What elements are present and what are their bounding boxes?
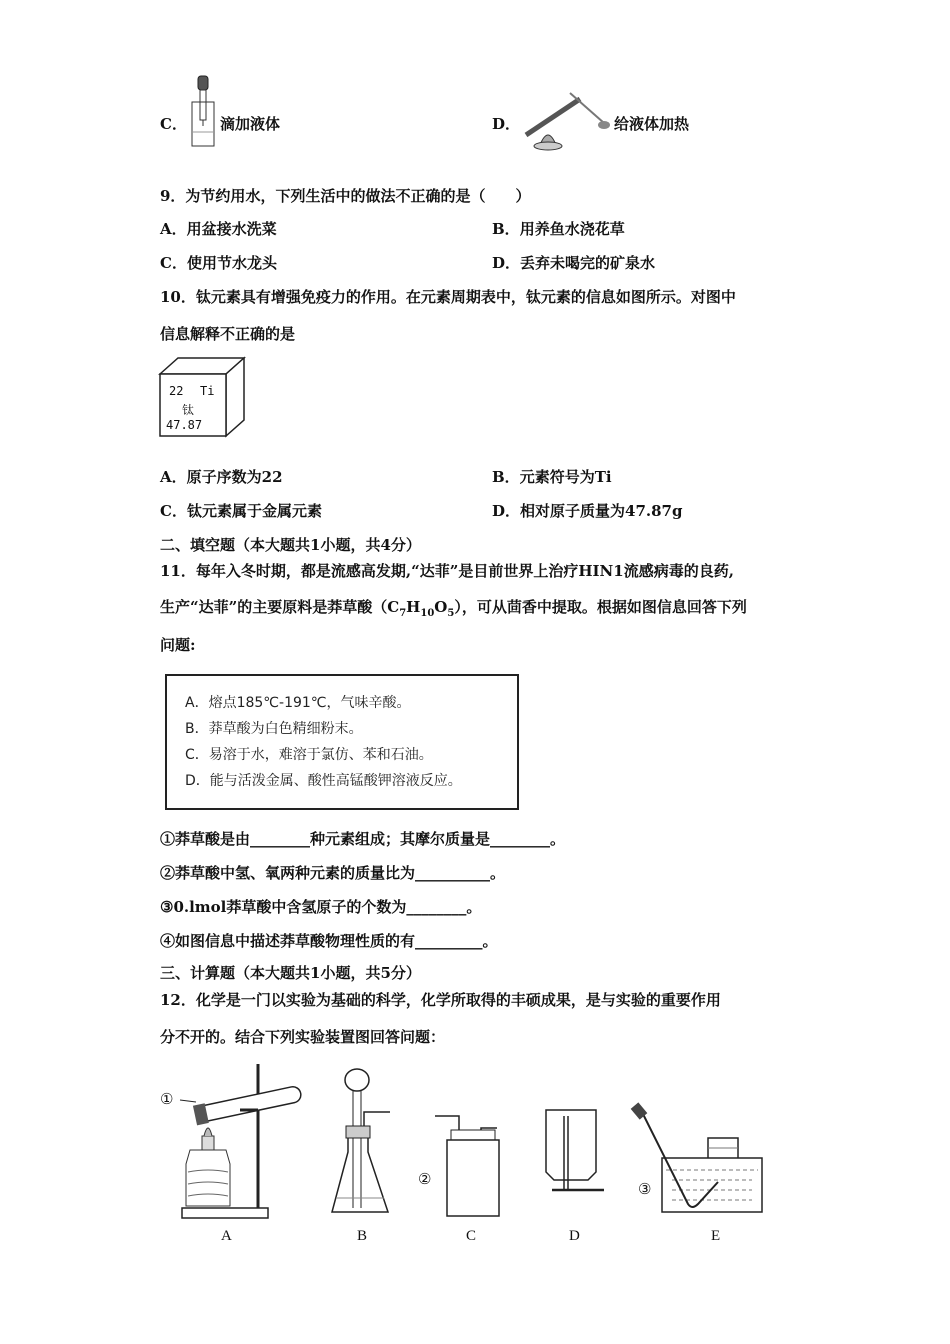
element-symbol: Ti — [200, 384, 215, 398]
q8-option-d-label: D． — [492, 115, 521, 133]
q12-line2: 分不开的。结合下列实验装置图回答问题： — [160, 1028, 446, 1046]
dropper-figure — [184, 72, 224, 150]
marker-3: ③ — [638, 1182, 652, 1198]
q10-option-b-label: B． — [492, 468, 520, 486]
q11-line1: 11．每年入冬时期，都是流感高发期,“达菲”是目前世界上治疗HIN1流感病毒的良药, — [160, 562, 734, 580]
q8-option-d-text: 给液体加热 — [614, 115, 690, 133]
q10-option-d — [492, 501, 682, 521]
q9-option-b-text: 用养鱼水浇花草 — [519, 220, 625, 238]
q9-option-c-label: C． — [160, 254, 187, 272]
section-3-heading: 三、计算题（本大题共1小题，共5分） — [160, 964, 421, 982]
formula-sub-7: 7 — [399, 608, 407, 619]
q10-stem-line2: 信息解释不正确的是 — [160, 325, 296, 343]
apparatus-d-figure — [540, 1108, 610, 1200]
q11-sub-question-3: ③0.lmol莽草酸中含氢原子的个数为________。 — [160, 898, 482, 916]
shikimic-acid-info-box — [165, 674, 519, 810]
marker-1: ① — [160, 1092, 174, 1108]
q10-option-a — [160, 467, 283, 487]
apparatus-label-d: D — [569, 1228, 580, 1244]
apparatus-b-figure — [330, 1068, 400, 1222]
q9-option-a-label: A． — [160, 220, 187, 238]
apparatus-label-b: B — [357, 1228, 368, 1244]
info-line-c: C．易溶于水，难溶于氯仿、苯和石油。 — [185, 747, 433, 763]
q9-option-c — [160, 253, 277, 273]
q10-stem-line1: 10．钛元素具有增强免疫力的作用。在元素周期表中，钛元素的信息如图所示。对图中 — [160, 288, 736, 306]
q9-stem: 9．为节约用水，下列生活中的做法不正确的是（ ） — [160, 187, 531, 205]
q10-option-b-text: 元素符号为Ti — [519, 468, 612, 486]
q8-option-c-text: 滴加液体 — [220, 115, 281, 133]
heating-liquid-figure — [520, 85, 612, 151]
apparatus-a-figure — [180, 1060, 310, 1222]
q11-sub-question-4: ④如图信息中描述莽草酸物理性质的有_________。 — [160, 932, 498, 950]
q11-line3: 问题: — [160, 636, 196, 654]
apparatus-c-figure — [435, 1108, 505, 1218]
apparatus-e-figure — [632, 1104, 768, 1216]
q11-sub-question-1: ①莽草酸是由________种元素组成；其摩尔质量是________。 — [160, 830, 566, 848]
q9-option-a — [160, 219, 277, 239]
formula-h: H — [406, 598, 421, 616]
formula-sub-5: 5 — [447, 608, 455, 619]
info-line-a: A．熔点185℃-191℃，气味辛酸。 — [185, 695, 411, 711]
q9-option-b-label: B． — [492, 220, 520, 238]
q10-option-c-text: 钛元素属于金属元素 — [186, 502, 322, 520]
apparatus-label-e: E — [711, 1228, 721, 1244]
q11-line2-post: ），可从茴香中提取。根据如图信息回答下列 — [454, 598, 747, 616]
element-name: 钛 — [182, 403, 195, 417]
section-2-heading: 二、填空题（本大题共1小题，共4分） — [160, 536, 421, 554]
q9-option-d-text: 丢弃未喝完的矿泉水 — [520, 254, 656, 272]
element-mass: 47.87 — [166, 418, 203, 432]
q12-line1: 12．化学是一门以实验为基础的科学，化学所取得的丰硕成果，是与实验的重要作用 — [160, 991, 721, 1009]
q9-option-d-label: D． — [492, 254, 521, 272]
q10-option-b — [492, 467, 612, 487]
q10-option-d-text: 相对原子质量为47.87g — [520, 502, 683, 520]
q8-option-c-label: C． — [160, 115, 187, 133]
q9-option-c-text: 使用节水龙头 — [186, 254, 277, 272]
q11-line2-pre: 生产“达菲”的主要原料是莽草酸（C — [160, 598, 400, 616]
q10-option-c — [160, 501, 322, 521]
marker-2: ② — [418, 1172, 432, 1188]
q9-option-d — [492, 253, 655, 273]
formula-o: O — [434, 598, 448, 616]
q9-option-b — [492, 219, 625, 239]
q10-option-a-text: 原子序数为22 — [186, 468, 283, 486]
info-line-b: B．莽草酸为白色精细粉末。 — [185, 721, 363, 737]
q10-option-c-label: C． — [160, 502, 187, 520]
q10-option-a-label: A． — [160, 468, 187, 486]
info-line-d: D．能与活泼金属、酸性高锰酸钾溶液反应。 — [185, 773, 462, 789]
q10-option-d-label: D． — [492, 502, 521, 520]
q11-line2 — [160, 597, 747, 624]
element-atomic-number: 22 — [169, 384, 184, 398]
apparatus-label-a: A — [221, 1228, 232, 1244]
q11-sub-question-2: ②莽草酸中氢、氧两种元素的质量比为__________。 — [160, 864, 506, 882]
formula-sub-10: 10 — [420, 608, 435, 619]
apparatus-label-c: C — [466, 1228, 477, 1244]
q9-option-a-text: 用盆接水洗菜 — [186, 220, 277, 238]
